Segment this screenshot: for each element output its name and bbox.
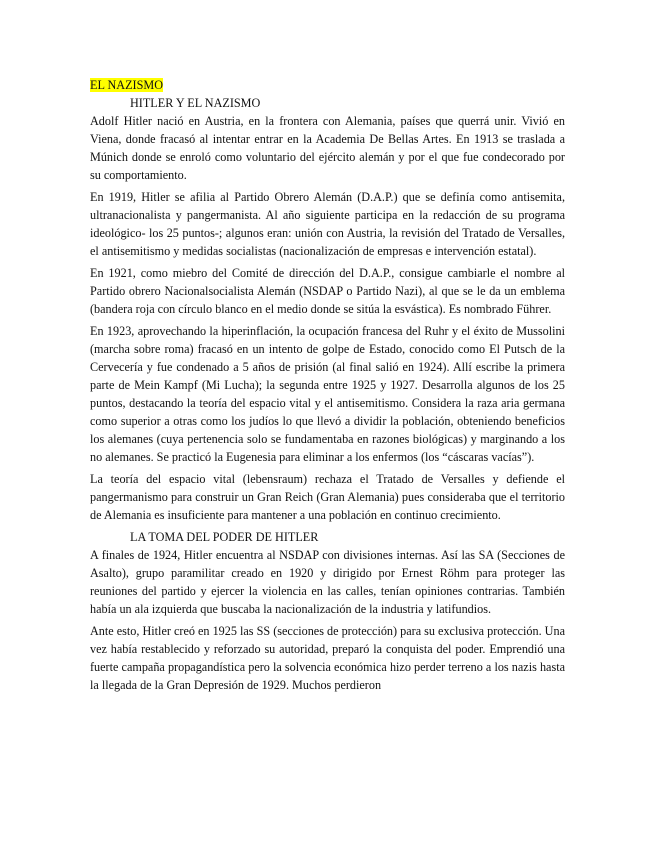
section-heading-toma-poder: LA TOMA DEL PODER DE HITLER (130, 530, 319, 544)
document-page (90, 76, 565, 698)
document-title-text: EL NAZISMO (90, 78, 164, 92)
paragraph: A finales de 1924, Hitler encuentra al NSDAP con divisiones internas. Así las SA (Secciones de Asalto), grupo paramilitar creado en 1920 y dirigido por Ernest Röhm para proteger las reuniones del partido y ejercer la violencia en las calles, tenían opiniones contrarias. También había un ala izquierda que buscaba la nacionalización de la industria y latifundios. (90, 548, 565, 616)
paragraph: En 1921, como miebro del Comité de dirección del D.A.P., consigue cambiarle el nombre al Partido obrero Nacionalsocialista Alemán (NSDAP o Partido Nazi), al que se le da un emblema (bandera roja con círculo blanco en el medio donde se sitúa la esvástica). Es nombrado Führer. (90, 266, 565, 316)
paragraph: En 1923, aprovechando la hiperinflación, la ocupación francesa del Ruhr y el éxito de Mussolini (marcha sobre roma) fracasó en un intento de golpe de Estado, conocido como El Putsch de la Cervecería y fue condenado a 5 años de prisión (al final salió en 1924). Allí escribe la primera parte de Mein Kampf (Mi Lucha); la segunda entre 1925 y 1927. Desarrolla algunos de los 25 puntos, destacando la teoría del espacio vital y el antisemitismo. Considera la raza aria germana como superior a otras como los judíos lo que llevó a dividir la población, obteniendo beneficios los alemanes (cuya pertenencia solo se fundamentaba en razones biológicas) y marginando a los no alemanes. Se practicó la Eugenesia para eliminar a los enfermos (los “cáscaras vacías”). (90, 324, 565, 464)
paragraph: Ante esto, Hitler creó en 1925 las SS (secciones de protección) para su exclusiva protección. Una vez había restablecido y reforzado su autoridad, preparó la conquista del poder. Emprendió una fuerte campaña propagandística pero la solvencia económica hizo perder terreno a los nazis hasta la llegada de la Gran Depresión de 1929. Muchos perdieron (90, 624, 565, 692)
section-heading-hitler-nazismo: HITLER Y EL NAZISMO (130, 96, 261, 110)
paragraph: En 1919, Hitler se afilia al Partido Obrero Alemán (D.A.P.) que se definía como antisemita, ultranacionalista y pangermanista. Al año siguiente participa en la redacción de su programa ideológico- los 25 puntos-; algunos eran: unión con Austria, la revisión del Tratado de Versalles, el antisemitismo y medidas socialistas (nacionalización de empresas e intervención estatal). (90, 190, 565, 258)
document-title (90, 76, 565, 94)
paragraph: La teoría del espacio vital (lebensraum) rechaza el Tratado de Versalles y defiende el pangermanismo para construir un Gran Reich (Gran Alemania) pues consideraba que el territorio de Alemania es insuficiente para mantener a una población en continuo crecimiento. (90, 472, 565, 522)
paragraph: Adolf Hitler nació en Austria, en la frontera con Alemania, países que querrá unir. Vivió en Viena, donde fracasó al intentar entrar en la Academia De Bellas Artes. En 1913 se traslada a Múnich donde se enroló como voluntario del ejército alemán y por el que fue condecorado por su comportamiento. (90, 114, 565, 182)
